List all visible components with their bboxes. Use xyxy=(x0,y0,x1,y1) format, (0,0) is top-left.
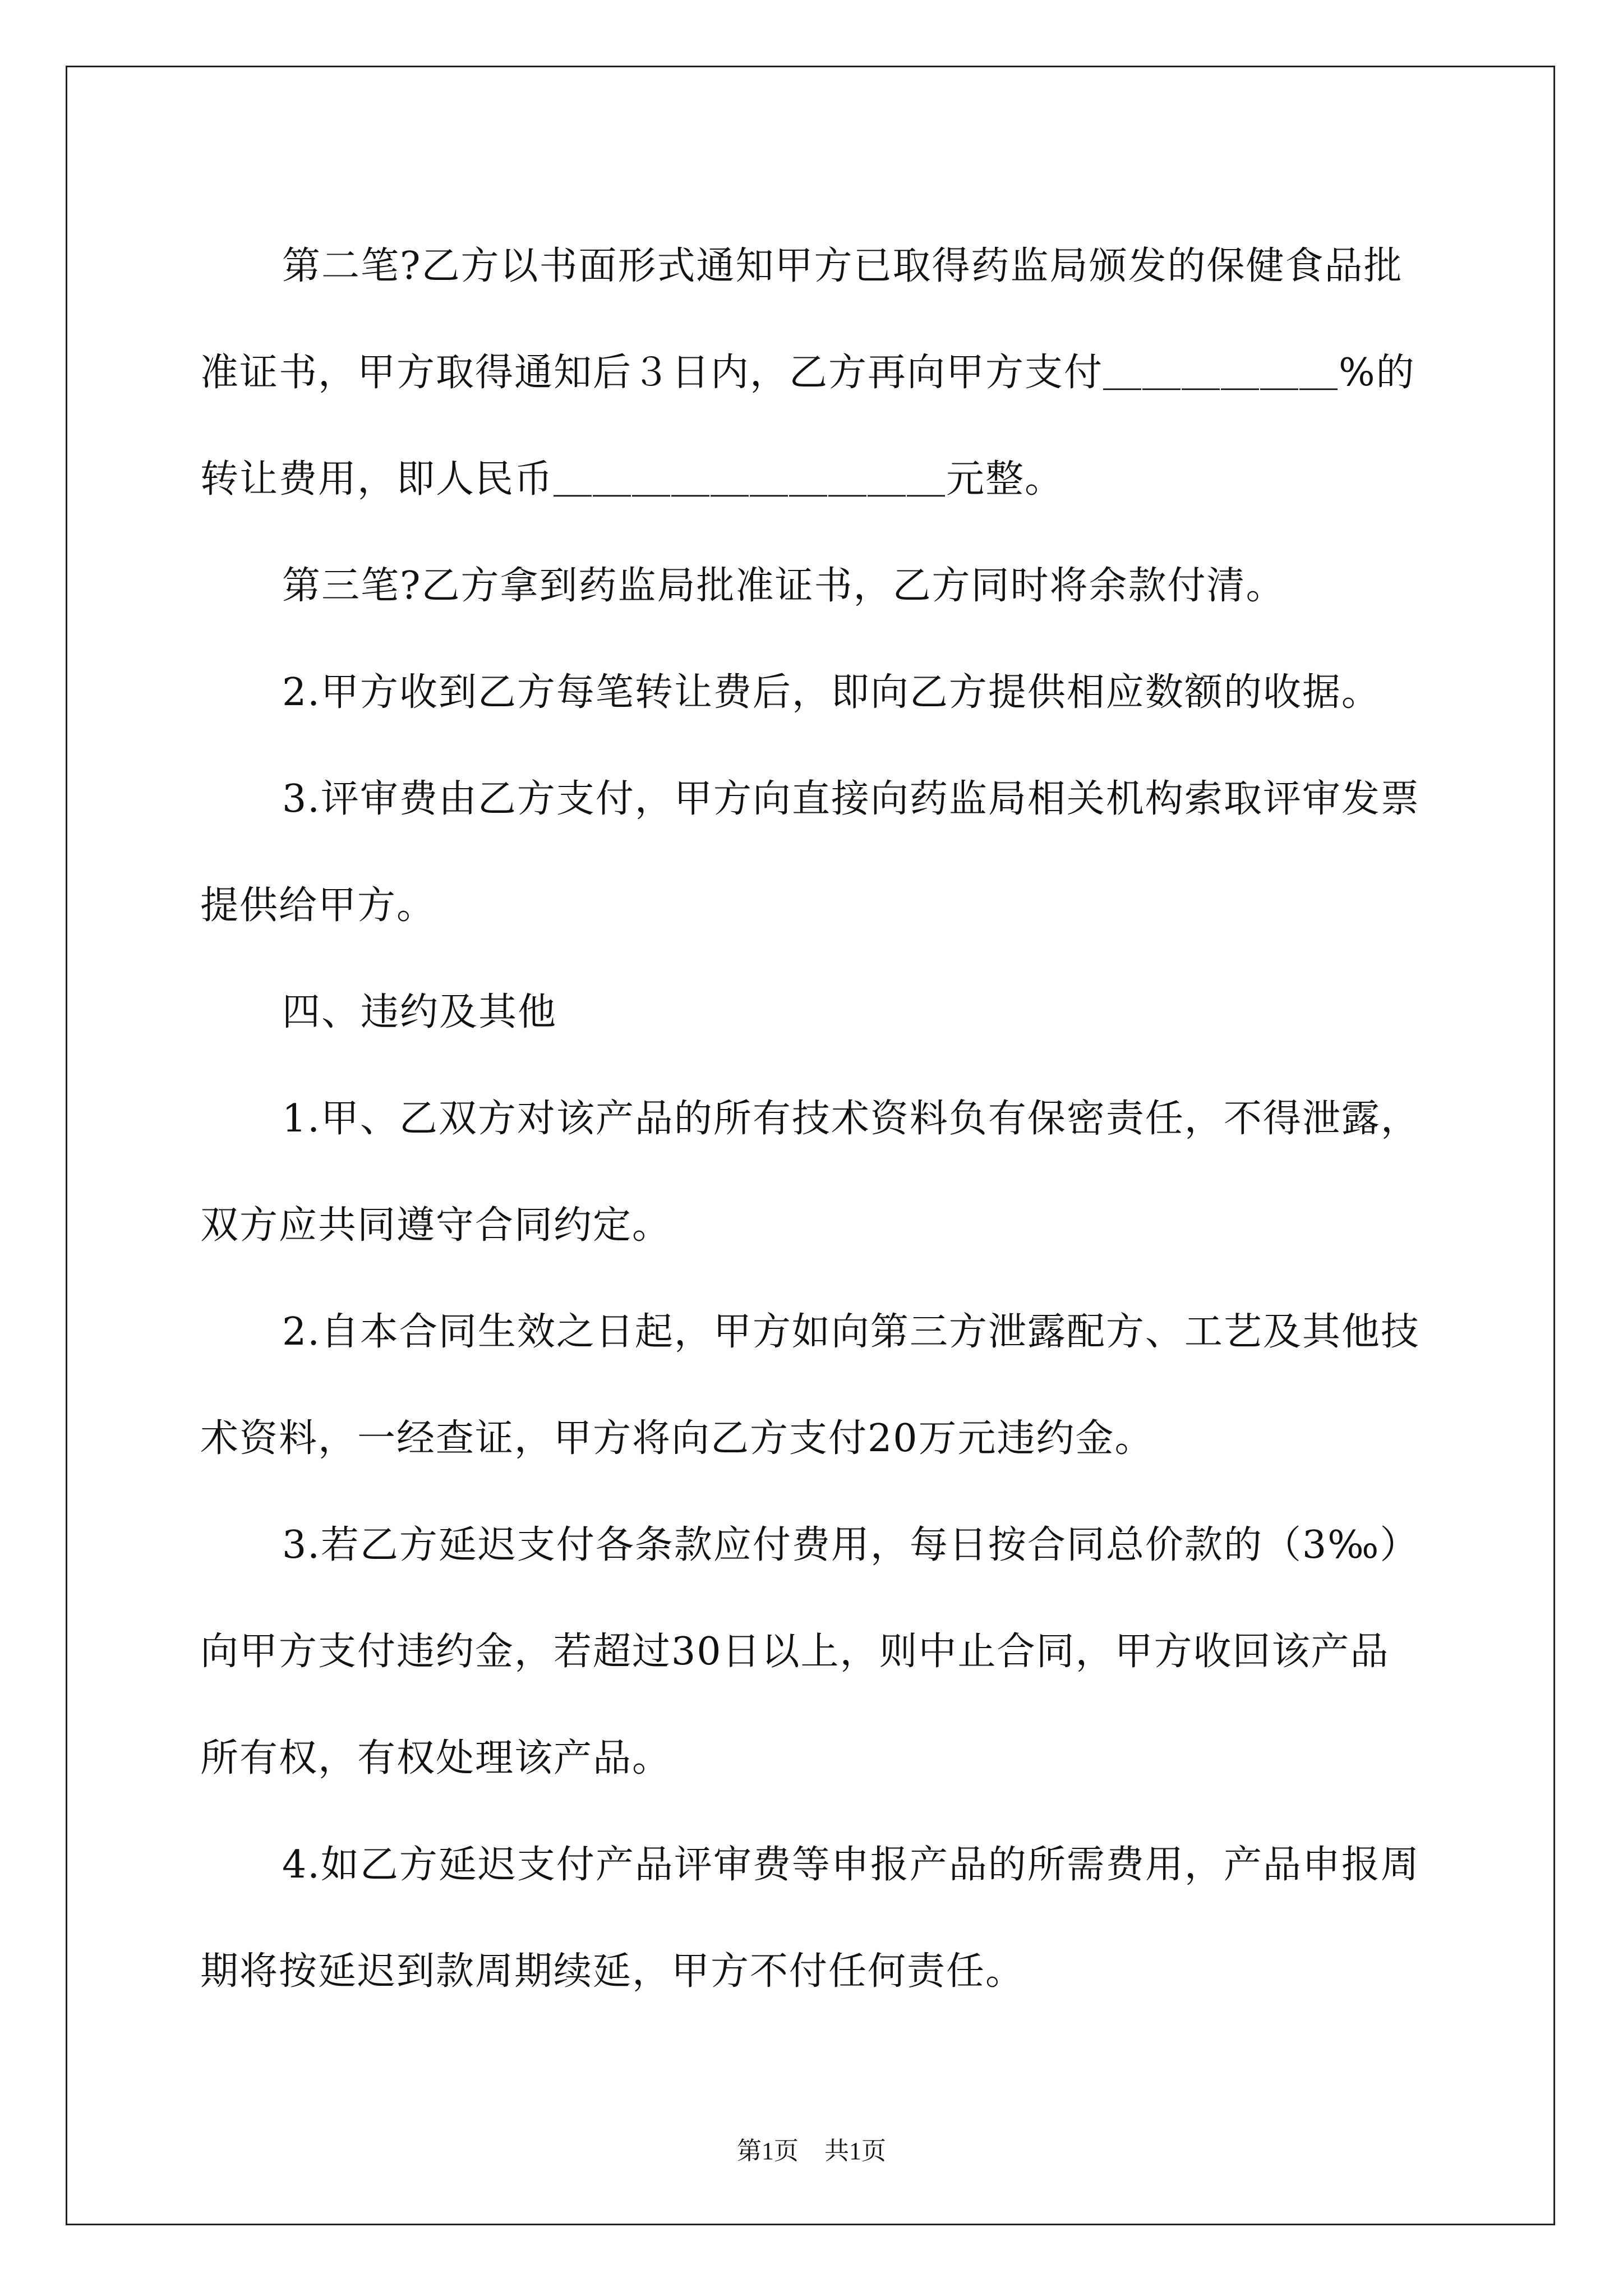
paragraph-payment-third: 第三笔?乙方拿到药监局批准证书，乙方同时将余款付清。 xyxy=(282,564,1285,608)
paragraph-receipt: 2.甲方收到乙方每笔转让费后，即向乙方提供相应数额的收据。 xyxy=(282,670,1381,715)
page-footer xyxy=(0,2131,1623,2166)
page-total: 共1页 xyxy=(824,2137,886,2165)
document-body xyxy=(200,213,1428,2025)
page-number: 第1页 xyxy=(737,2137,799,2165)
paragraph-disclosure-penalty: 2.自本合同生效之日起，甲方如向第三方泄露配方、工艺及其他技术资料，一经查证，甲方将向乙方支付20万元违约金。 xyxy=(200,1310,1420,1461)
section-heading-breach: 四、违约及其他 xyxy=(282,990,557,1034)
paragraph-confidentiality: 1.甲、乙双方对该产品的所有技术资料负有保密责任，不得泄露，双方应共同遵守合同约定。 xyxy=(200,1097,1420,1248)
paragraph-late-payment: 3.若乙方延迟支付各条款应付费用，每日按合同总价款的（3‰）向甲方支付违约金，若超过30日以上，则中止合同，甲方收回该产品所有权，有权处理该产品。 xyxy=(200,1523,1419,1780)
paragraph-review-delay: 4.如乙方延迟支付产品评审费等申报产品的所需费用，产品申报周期将按延迟到款周期续延，甲方不付任何责任。 xyxy=(200,1843,1420,1994)
paragraph-payment-second: 第二笔?乙方以书面形式通知甲方已取得药监局颁发的保健食品批准证书，甲方取得通知后３日内，乙方再向甲方支付＿＿＿＿＿＿%的转让费用，即人民币＿＿＿＿＿＿＿＿＿＿元整。 xyxy=(200,244,1415,501)
paragraph-review-fee: 3.评审费由乙方支付，甲方向直接向药监局相关机构索取评审发票提供给甲方。 xyxy=(200,777,1420,928)
